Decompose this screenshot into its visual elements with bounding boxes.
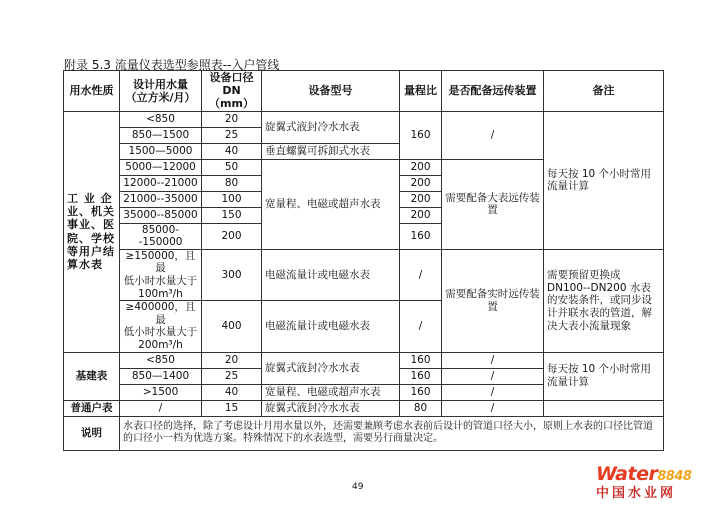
model-cell: 电磁流量计或电磁水表 (262, 301, 400, 352)
volume-cell: 12000--21000 (120, 175, 202, 191)
notes-cell: 每天按 10 个小时常用流量计算 (544, 352, 664, 400)
dn-cell: 25 (202, 368, 262, 384)
model-cell: 宽量程、电磁或超声水表 (262, 384, 400, 400)
volume-cell: <850 (120, 111, 202, 127)
ratio-cell: 200 (400, 175, 442, 191)
notes-cell: 需要预留更换成DN100--DN200 水表的安装条件，或同步设计并联水表的管道，解决大表小流量现象 (544, 249, 664, 352)
remote-cell: / (442, 352, 544, 368)
volume-cell: 850—1500 (120, 127, 202, 143)
header-remote: 是否配备远传装置 (442, 71, 544, 112)
group-label-industry: 工 业 企业、机关事业、医院、学校等用户结算水表 (64, 111, 120, 352)
page-number: 49 (352, 482, 364, 492)
remote-cell: / (442, 384, 544, 400)
table-row (64, 249, 664, 300)
volume-cell: 35000--85000 (120, 207, 202, 223)
model-cell: 旋翼式液封冷水水表 (262, 352, 400, 384)
ratio-cell: 80 (400, 400, 442, 416)
model-cell: 宽量程、电磁或超声水表 (262, 159, 400, 249)
dn-cell: 20 (202, 111, 262, 127)
table-row (64, 416, 664, 450)
volume-cell: >1500 (120, 384, 202, 400)
watermark-number: 8848 (657, 469, 692, 484)
dn-cell: 80 (202, 175, 262, 191)
volume-cell: 1500—5000 (120, 143, 202, 159)
dn-cell: 20 (202, 352, 262, 368)
notes-cell (544, 400, 664, 416)
header-usage: 用水性质 (64, 71, 120, 112)
flow-meter-table (63, 70, 664, 451)
model-cell: 垂直螺翼可拆卸式水表 (262, 143, 400, 159)
ratio-cell: / (400, 249, 442, 300)
volume-cell: / (120, 400, 202, 416)
dn-cell: 40 (202, 384, 262, 400)
remote-cell: 需要配备实时远传装置 (442, 249, 544, 352)
volume-cell: ≥400000，且最 低小时水量大于 200m³/h (120, 301, 202, 352)
remote-cell: / (442, 400, 544, 416)
table-row (64, 400, 664, 416)
header-notes: 备注 (544, 71, 664, 112)
watermark-text: Water (596, 463, 658, 485)
ratio-cell: 160 (400, 352, 442, 368)
table-row (64, 352, 664, 368)
dn-cell: 100 (202, 191, 262, 207)
header-row (64, 71, 664, 112)
model-cell: 电磁流量计或电磁水表 (262, 249, 400, 300)
dn-cell: 200 (202, 223, 262, 249)
ratio-cell: 160 (400, 111, 442, 159)
volume-cell: 5000—12000 (120, 159, 202, 175)
remote-cell: / (442, 111, 544, 159)
explanation-text: 水表口径的选择，除了考虑设计月用水量以外，还需要兼顾考虑水表前后设计的管道口径大小，原则上水表的口径比管道的口径小一档为优选方案。特殊情况下的水表选型，需要另行商量决定。 (120, 416, 664, 450)
header-model: 设备型号 (262, 71, 400, 112)
group-label-household: 普通户表 (64, 400, 120, 416)
dn-cell: 40 (202, 143, 262, 159)
dn-cell: 25 (202, 127, 262, 143)
watermark-chinese: 中国水业网 (596, 486, 677, 501)
ratio-cell: 200 (400, 191, 442, 207)
ratio-cell: 200 (400, 159, 442, 175)
ratio-cell: / (400, 301, 442, 352)
dn-cell: 300 (202, 249, 262, 300)
remote-cell: 需要配备大表远传装置 (442, 159, 544, 249)
model-cell: 旋翼式液封冷水水表 (262, 111, 400, 143)
dn-cell: 50 (202, 159, 262, 175)
table-row (64, 111, 664, 127)
header-dn: 设备口径 DN（mm） (202, 71, 262, 112)
group-label-construction: 基建表 (64, 352, 120, 400)
header-volume: 设计用水量 （立方米/月） (120, 71, 202, 112)
volume-cell: 21000--35000 (120, 191, 202, 207)
dn-cell: 15 (202, 400, 262, 416)
watermark-logo (596, 463, 712, 507)
group-label-explanation: 说明 (64, 416, 120, 450)
header-ratio: 量程比 (400, 71, 442, 112)
volume-cell: 850—1400 (120, 368, 202, 384)
ratio-cell: 160 (400, 223, 442, 249)
dn-cell: 150 (202, 207, 262, 223)
volume-cell: <850 (120, 352, 202, 368)
ratio-cell: 160 (400, 384, 442, 400)
volume-cell: ≥150000，且最 低小时水量大于 100m³/h (120, 249, 202, 300)
notes-cell: 每天按 10 个小时常用流量计算 (544, 111, 664, 249)
volume-cell: 85000--150000 (120, 223, 202, 249)
ratio-cell: 200 (400, 207, 442, 223)
table-title: 附录 5.3 流量仪表选型参照表--入户管线 (64, 58, 280, 72)
dn-cell: 400 (202, 301, 262, 352)
model-cell: 旋翼式液封冷水水表 (262, 400, 400, 416)
ratio-cell: 160 (400, 368, 442, 384)
remote-cell: / (442, 368, 544, 384)
